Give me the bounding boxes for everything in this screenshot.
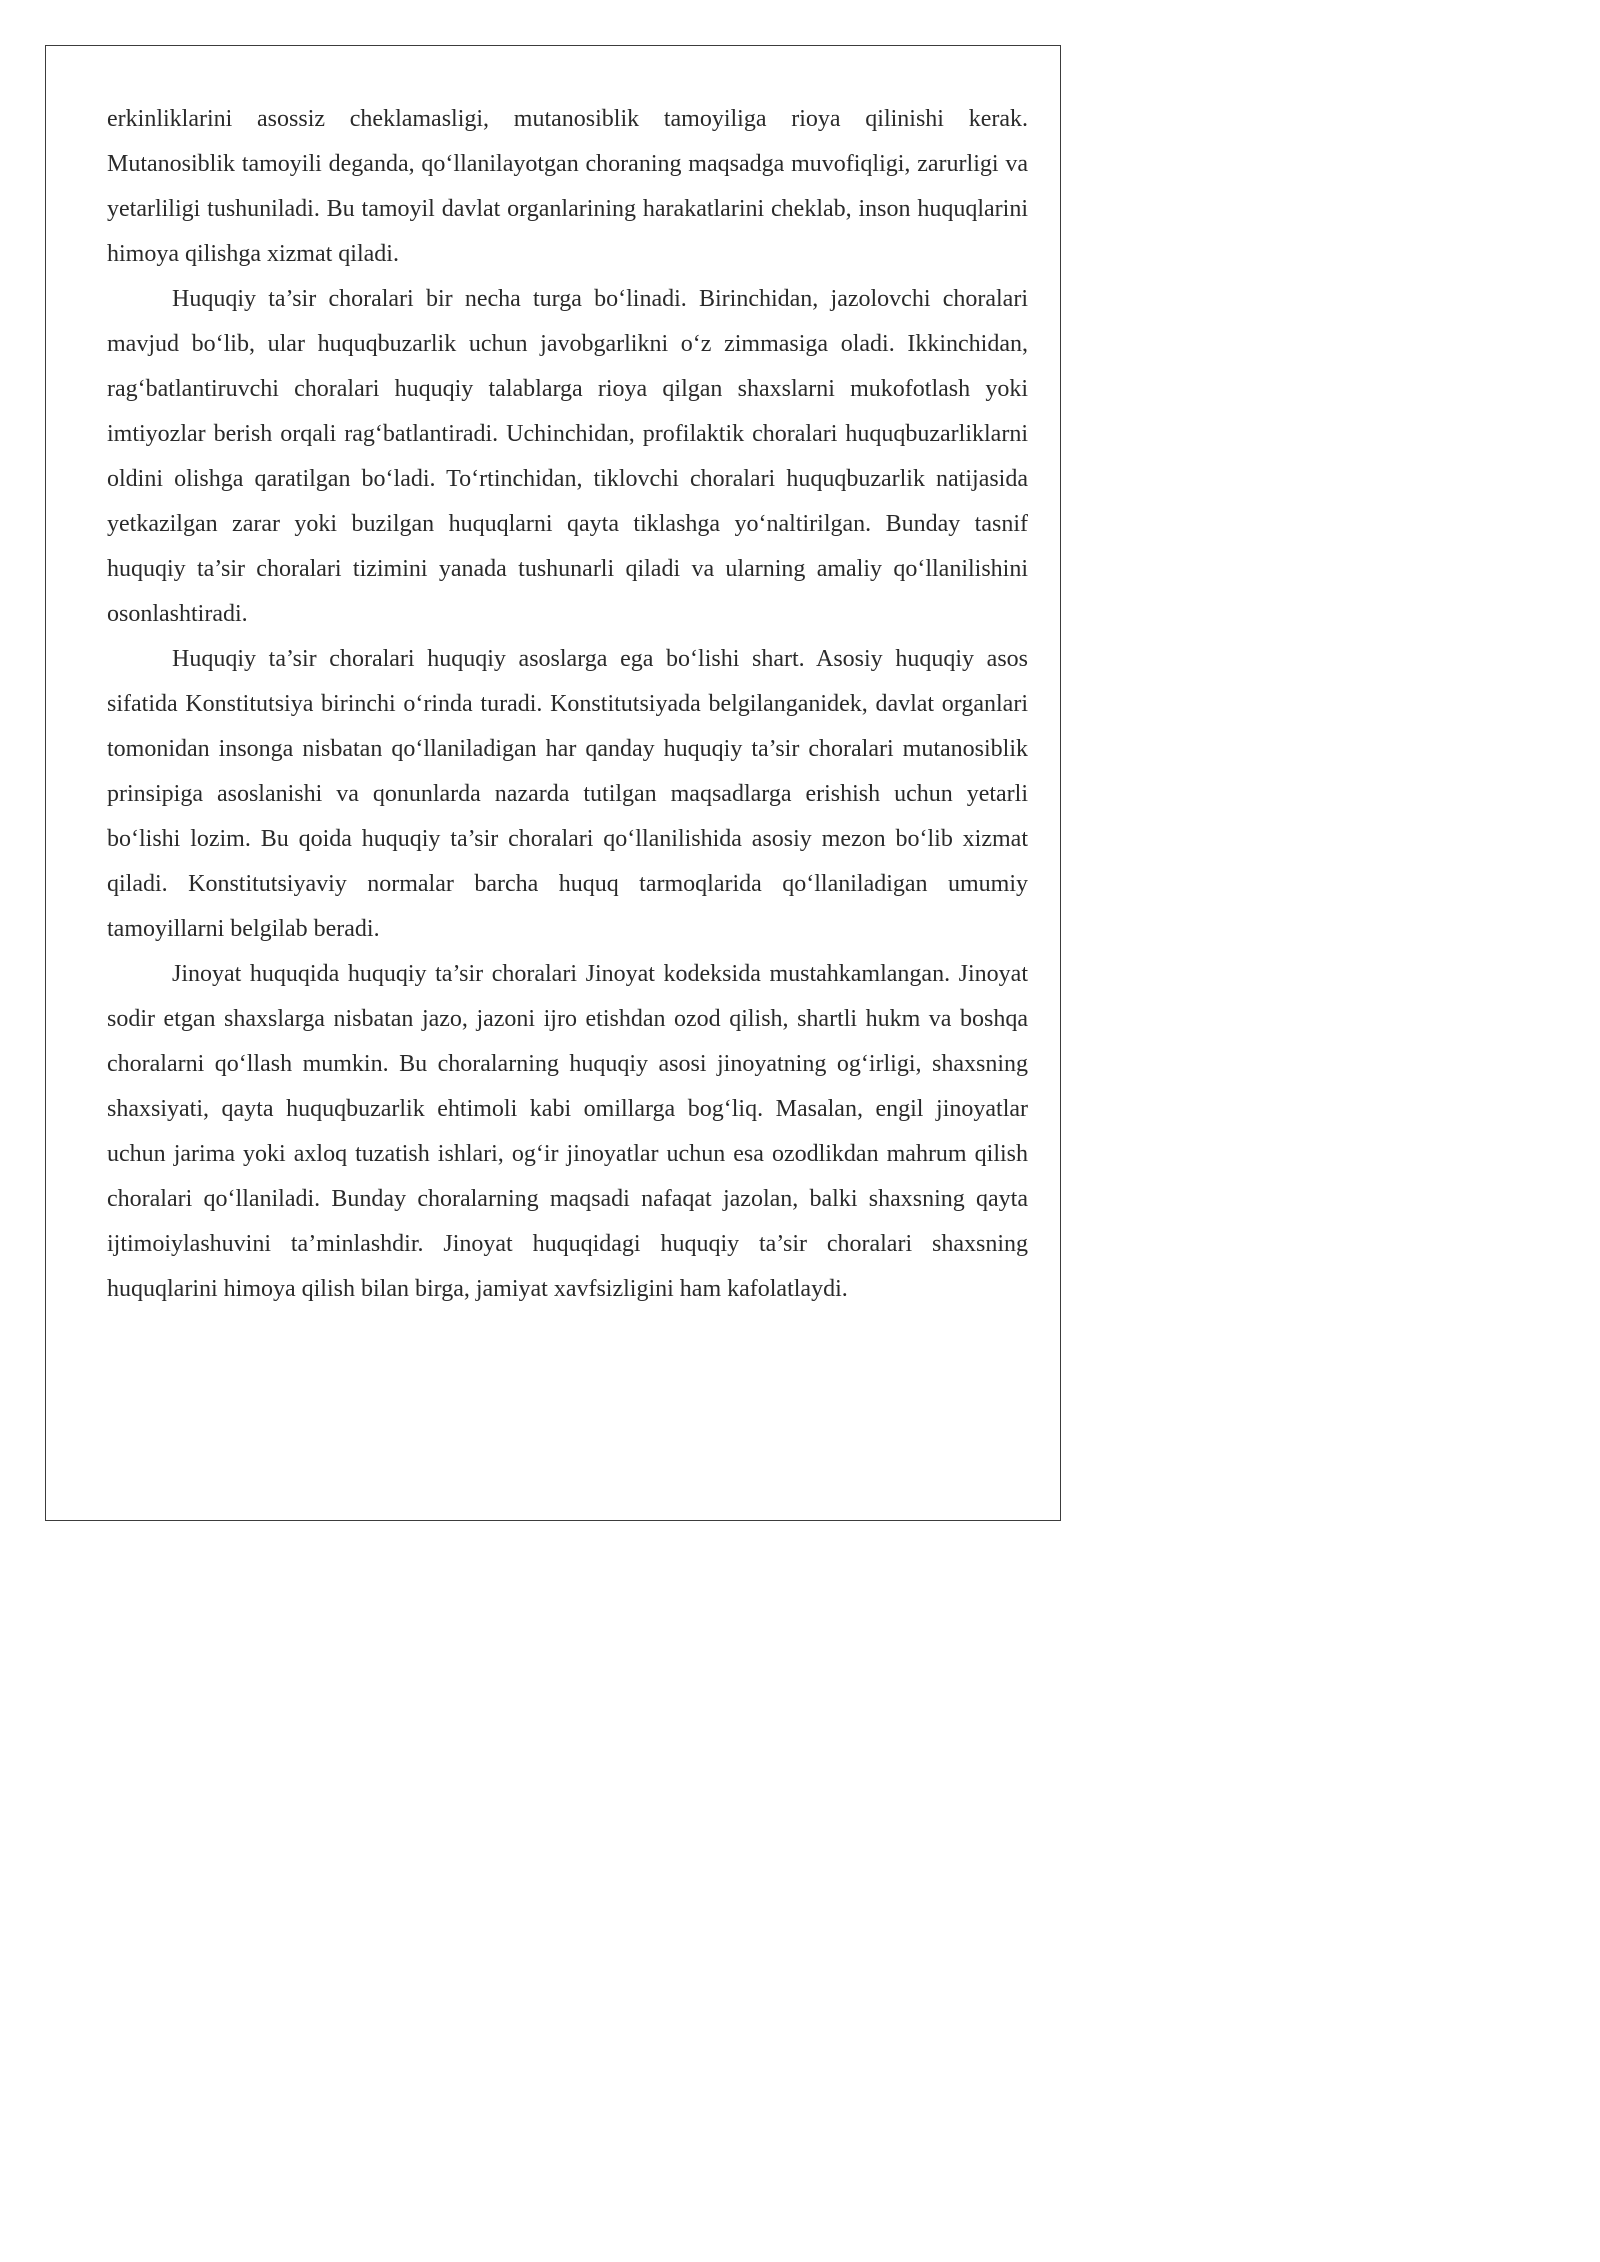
document-body bbox=[107, 97, 1028, 1312]
paragraph-1: erkinliklarini asossiz cheklamasligi, mutanosiblik tamoyiliga rioya qilinishi kerak. Mutanosiblik tamoyili deganda, qo‘llanilayotgan choraning maqsadga muvofiqligi, zarurligi va yetarliligi tushuniladi. Bu tamoyil davlat organlarining harakatlarini cheklab, inson huquqlarini himoya qilishga xizmat qiladi. bbox=[107, 106, 1028, 267]
paragraph-3: Huquqiy ta’sir choralari huquqiy asoslarga ega bo‘lishi shart. Asosiy huquqiy asos sifatida Konstitutsiya birinchi o‘rinda turadi. Konstitutsiyada belgilanganidek, davlat organlari tomonidan insonga nisbatan qo‘llaniladigan har qanday huquqiy ta’sir choralari mutanosiblik prinsipiga asoslanishi va qonunlarda nazarda tutilgan maqsadlarga erishish uchun yetarli bo‘lishi lozim. Bu qoida huquqiy ta’sir choralari qo‘llanilishida asosiy mezon bo‘lib xizmat qiladi. Konstitutsiyaviy normalar barcha huquq tarmoqlarida qo‘llaniladigan umumiy tamoyillarni belgilab beradi. bbox=[107, 646, 1028, 942]
paragraph-4: Jinoyat huquqida huquqiy ta’sir choralari Jinoyat kodeksida mustahkamlangan. Jinoyat sodir etgan shaxslarga nisbatan jazo, jazoni ijro etishdan ozod qilish, shartli hukm va boshqa choralarni qo‘llash mumkin. Bu choralarning huquqiy asosi jinoyatning og‘irligi, shaxsning shaxsiyati, qayta huquqbuzarlik ehtimoli kabi omillarga bog‘liq. Masalan, engil jinoyatlar uchun jarima yoki axloq tuzatish ishlari, og‘ir jinoyatlar uchun esa ozodlikdan mahrum qilish choralari qo‘llaniladi. Bunday choralarning maqsadi nafaqat jazolan, balki shaxsning qayta ijtimoiylashuvini ta’minlashdir. Jinoyat huquqidagi huquqiy ta’sir choralari shaxsning huquqlarini himoya qilish bilan birga, jamiyat xavfsizligini ham kafolatlaydi. bbox=[107, 961, 1028, 1302]
paragraph-2: Huquqiy ta’sir choralari bir necha turga bo‘linadi. Birinchidan, jazolovchi choralari mavjud bo‘lib, ular huquqbuzarlik uchun javobgarlikni o‘z zimmasiga oladi. Ikkinchidan, rag‘batlantiruvchi choralari huquqiy talablarga rioya qilgan shaxslarni mukofotlash yoki imtiyozlar berish orqali rag‘batlantiradi. Uchinchidan, profilaktik choralari huquqbuzarliklarni oldini olishga qaratilgan bo‘ladi. To‘rtinchidan, tiklovchi choralari huquqbuzarlik natijasida yetkazilgan zarar yoki buzilgan huquqlarni qayta tiklashga yo‘naltirilgan. Bunday tasnif huquqiy ta’sir choralari tizimini yanada tushunarli qiladi va ularning amaliy qo‘llanilishini osonlashtiradi. bbox=[107, 286, 1028, 627]
